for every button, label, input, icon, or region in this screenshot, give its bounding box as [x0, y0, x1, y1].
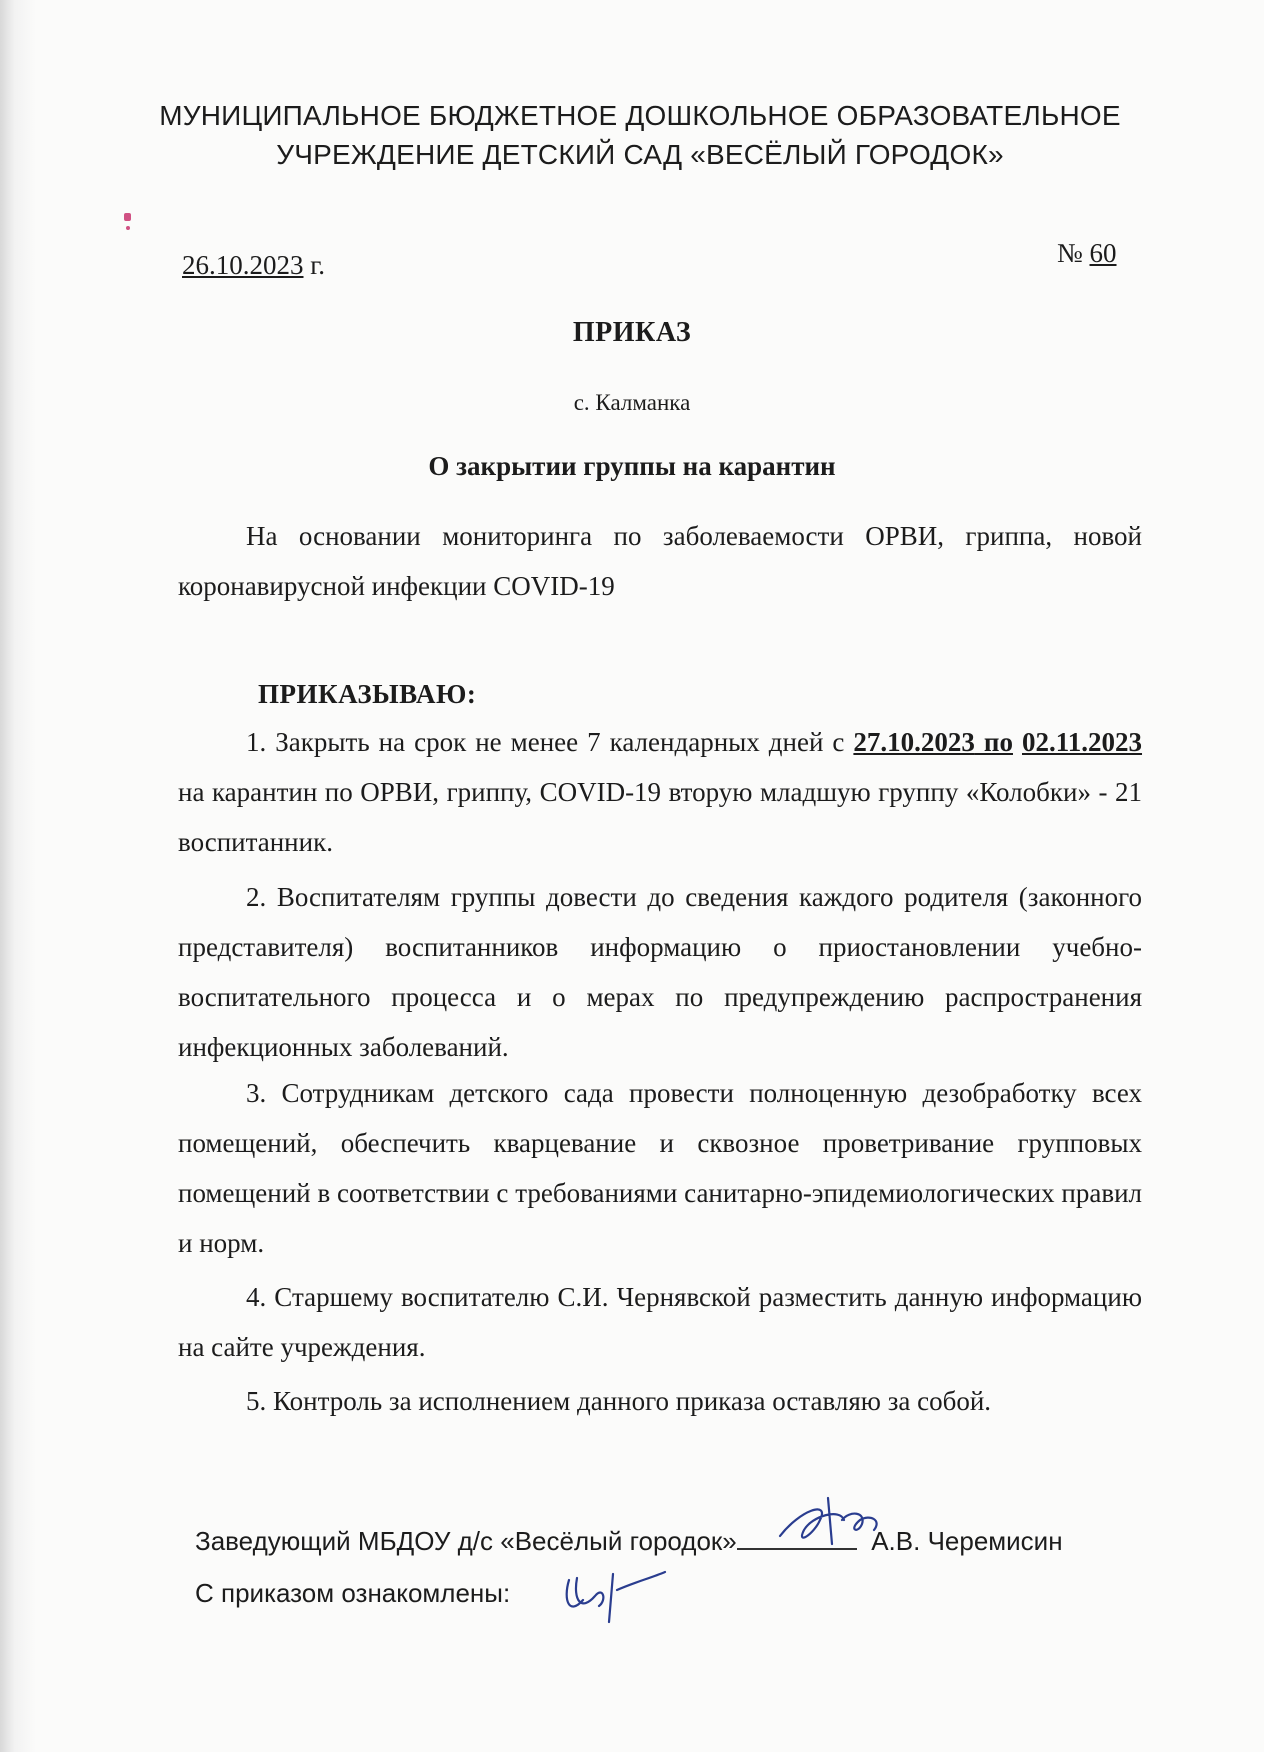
ink-stain	[126, 226, 130, 230]
number-prefix: №	[1057, 238, 1090, 268]
ink-stain	[124, 213, 131, 221]
order-heading: ПРИКАЗЫВАЮ:	[258, 679, 477, 709]
order-item-4: 4. Старшему воспитателю С.И. Чернявской разместить данную информацию на сайте учреждения.	[178, 1282, 1142, 1362]
item-1-start: 1. Закрыть на срок не менее 7 календарных дней с	[246, 727, 854, 757]
order-item-3: 3. Сотрудникам детского сада провести полноценную дезобработку всех помещений, обеспечить кварцевание и сквозное проветривание групповых помещений в соответствии с требованиями санитарно-эпидемиологических правил и норм.	[178, 1078, 1142, 1258]
item-1-date-to: 02.11.2023	[1022, 727, 1143, 757]
number-value: 60	[1089, 238, 1117, 268]
date-suffix: г.	[303, 250, 326, 280]
organization-name	[150, 96, 1130, 174]
acquainted-line: С приказом ознакомлены:	[195, 1578, 511, 1608]
acquaintance-signature-image	[555, 1560, 675, 1630]
signer-position: Заведующий МБДОУ д/с «Весёлый городок»	[195, 1526, 737, 1556]
basis-paragraph: На основании мониторинга по заболеваемости ОРВИ, гриппа, новой коронавирусной инфекции COVID-19	[178, 521, 1142, 601]
director-signature-image	[770, 1490, 890, 1560]
order-item-1	[178, 717, 1142, 867]
document-title: ПРИКАЗ	[572, 317, 692, 348]
document-subject: О закрытии группы на карантин	[428, 451, 836, 481]
document-place: с. Калманка	[573, 390, 691, 415]
item-1-end: на карантин по ОРВИ, гриппу, COVID-19 вторую младшую группу «Колобки» - 21 воспитанник.	[178, 777, 1142, 857]
order-item-5: 5. Контроль за исполнением данного приказа оставляю за собой.	[246, 1386, 992, 1416]
signature-line	[195, 1526, 1063, 1557]
signer-name: А.В. Черемисин	[871, 1526, 1063, 1556]
org-line-1: МУНИЦИПАЛЬНОЕ БЮДЖЕТНОЕ ДОШКОЛЬНОЕ ОБРАЗОВАТЕЛЬНОЕ	[159, 100, 1121, 131]
item-1-by: по	[974, 727, 1013, 757]
item-1-date-from: 27.10.2023	[853, 727, 975, 757]
document-number	[1057, 238, 1117, 269]
scan-edge-shadow	[0, 0, 36, 1752]
org-line-2: УЧРЕЖДЕНИЕ ДЕТСКИЙ САД «ВЕСЁЛЫЙ ГОРОДОК»	[276, 139, 1004, 170]
order-item-2: 2. Воспитателям группы довести до сведения каждого родителя (законного представителя) воспитанников информацию о приостановлении учебно-воспитательного процесса и о мерах по предупреждению распространения инфекционных заболеваний.	[178, 882, 1142, 1062]
date-value: 26.10.2023	[182, 250, 304, 280]
document-date	[182, 250, 325, 281]
